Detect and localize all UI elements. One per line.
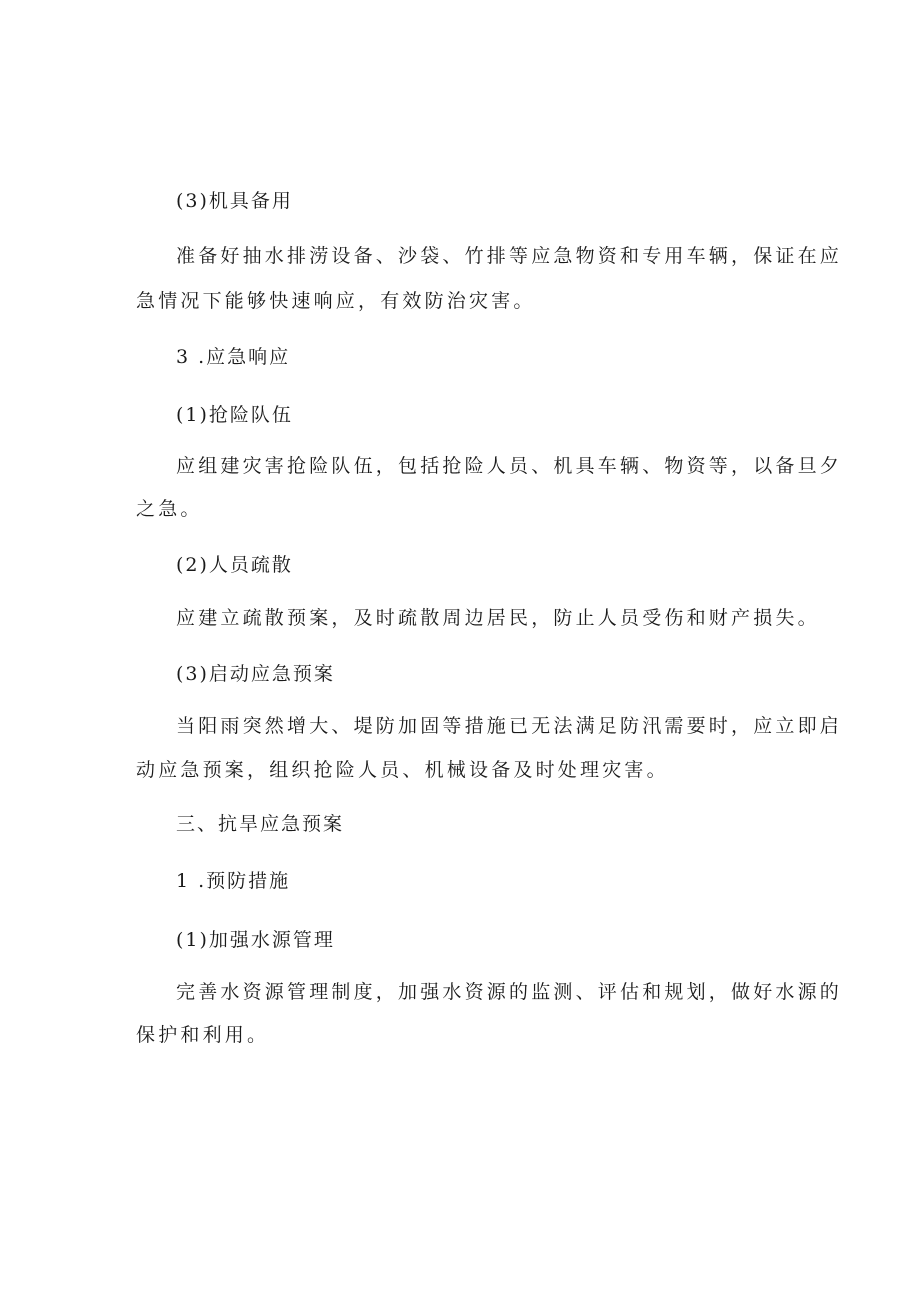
subheading-water-management: (1)加强水源管理 bbox=[176, 929, 335, 951]
paragraph-line: 应组建灾害抢险队伍，包括抢险人员、机具车辆、物资等，以备旦夕 bbox=[176, 455, 843, 477]
subheading-start-emergency-plan: (3)启动应急预案 bbox=[176, 663, 335, 685]
paragraph-line: 准备好抽水排涝设备、沙袋、竹排等应急物资和专用车辆，保证在应 bbox=[176, 245, 843, 267]
paragraph-line: 当阳雨突然增大、堤防加固等措施已无法满足防汛需要时，应立即启 bbox=[176, 715, 843, 737]
section-heading-drought-plan: 三、抗旱应急预案 bbox=[176, 813, 345, 835]
subheading-equipment-standby: (3)机具备用 bbox=[176, 190, 293, 212]
subheading-rescue-team: (1)抢险队伍 bbox=[176, 404, 293, 426]
paragraph-line: 保护和利用。 bbox=[136, 1024, 270, 1046]
paragraph-line: 动应急预案，组织抢险人员、机械设备及时处理灾害。 bbox=[136, 759, 669, 781]
paragraph-line: 急情况下能够快速响应，有效防治灾害。 bbox=[136, 290, 536, 312]
subheading-evacuation: (2)人员疏散 bbox=[176, 554, 293, 576]
paragraph-line: 之急。 bbox=[136, 498, 203, 520]
paragraph-line: 应建立疏散预案，及时疏散周边居民，防止人员受伤和财产损失。 bbox=[176, 607, 820, 629]
section-heading-prevention: 1 .预防措施 bbox=[176, 870, 291, 892]
paragraph-line: 完善水资源管理制度，加强水资源的监测、评估和规划，做好水源的 bbox=[176, 981, 843, 1003]
section-heading-emergency-response: 3 .应急响应 bbox=[176, 346, 291, 368]
